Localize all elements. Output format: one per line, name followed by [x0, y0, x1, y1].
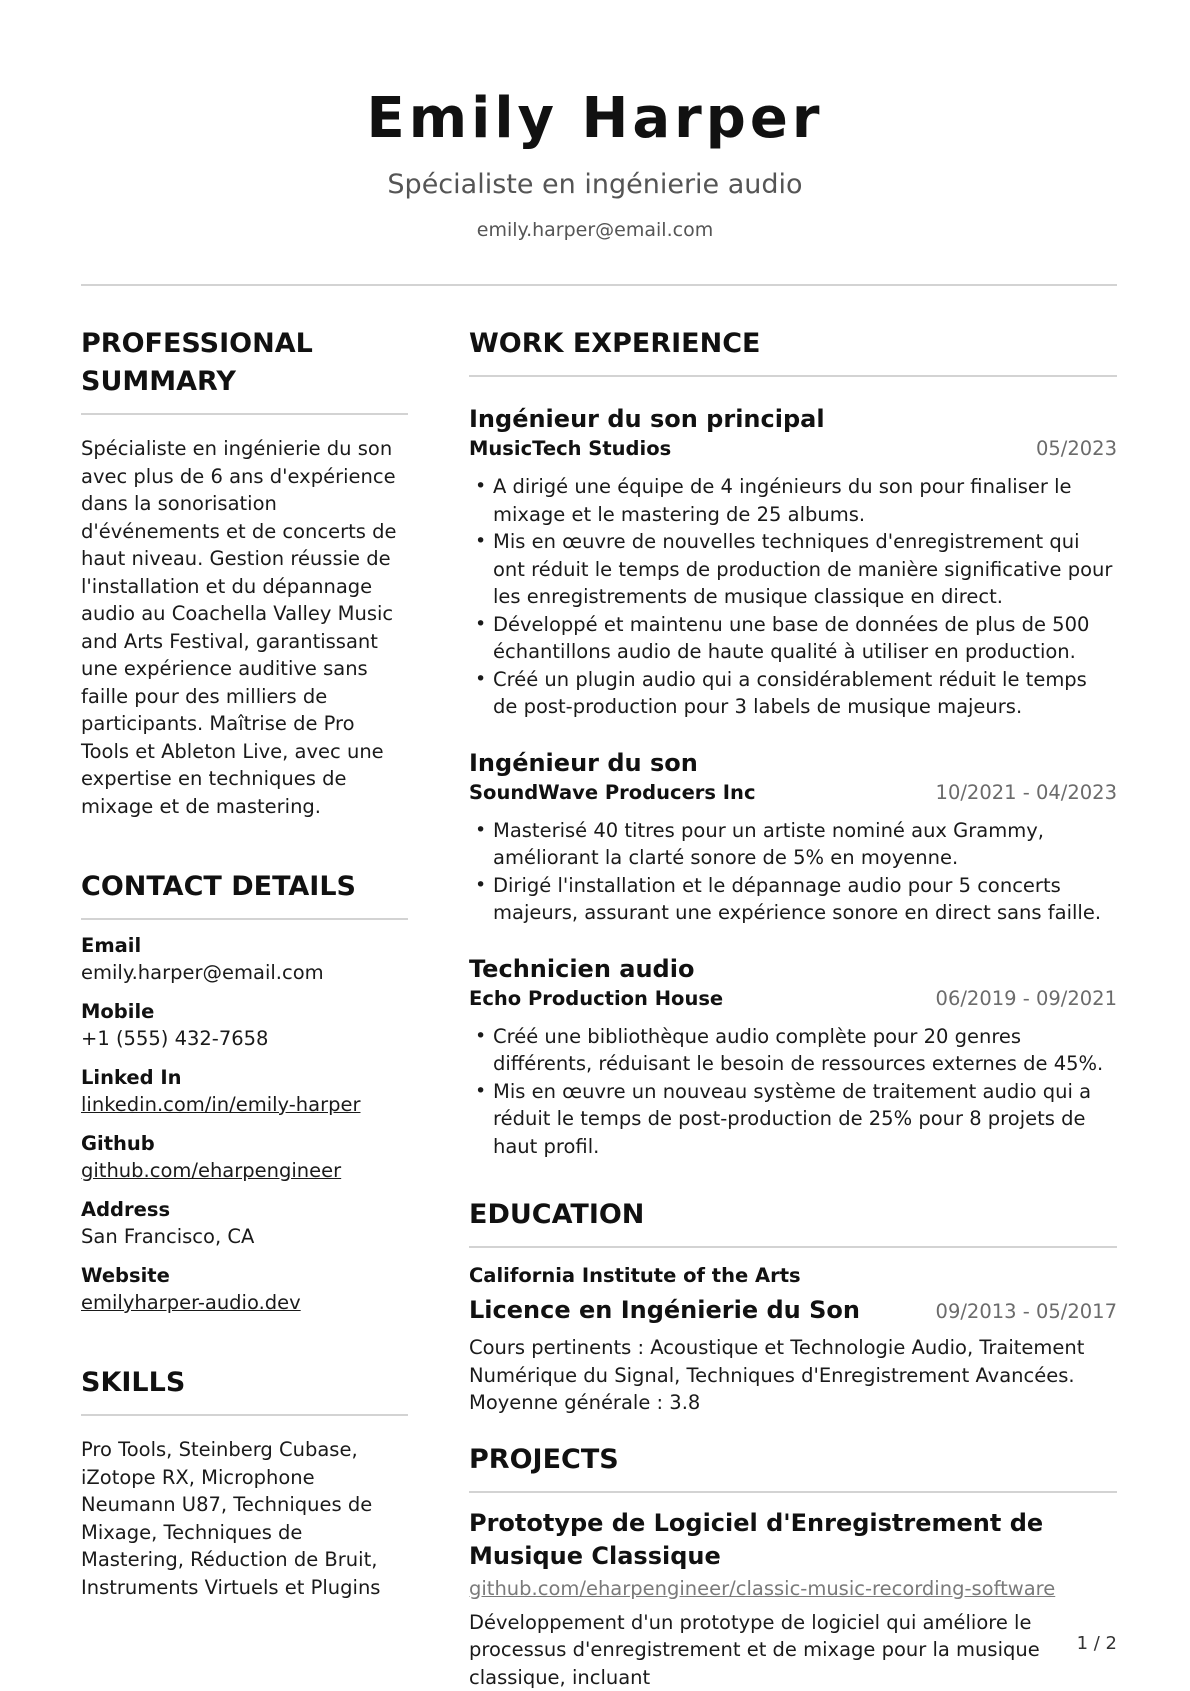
- skills-text: Pro Tools, Steinberg Cubase, iZotope RX, Microphone Neumann U87, Techniques de Mixage, Techniques de Mastering, Réduction de Bruit, Instruments Virtuels et Plugins: [81, 1436, 408, 1601]
- list-item: • Créé un plugin audio qui a considérablement réduit le temps de post-production pour 3 labels de musique majeurs.: [469, 666, 1117, 721]
- list-item: • Mis en œuvre de nouvelles techniques d'enregistrement qui ont réduit le temps de production de manière significative pour les enregistrements de musique classique en direct.: [469, 528, 1117, 611]
- contact-section: [81, 868, 408, 1316]
- job-bullets: [469, 473, 1117, 721]
- contact-item-address: [81, 1196, 408, 1250]
- linkedin-link[interactable]: linkedin.com/in/emily-harper: [81, 1091, 408, 1118]
- summary-text: Spécialiste en ingénierie du son avec plus de 6 ans d'expérience dans la sonorisation d'événements et de concerts de haut niveau. Gestion réussie de l'installation et du dépannage audio au Coachella Valley Music and Arts Festival, garantissant une expérience auditive sans faille pour des milliers de participants. Maîtrise de Pro Tools et Ableton Live, avec une expertise en techniques de mixage et de mastering.: [81, 435, 408, 820]
- job-date: 06/2019 - 09/2021: [936, 985, 1117, 1013]
- job-title: Ingénieur du son principal: [469, 403, 1117, 435]
- job-entry: [469, 953, 1117, 1161]
- contact-item-mobile: [81, 998, 408, 1052]
- summary-title: PROFESSIONAL SUMMARY: [81, 325, 408, 401]
- education-date: 09/2013 - 05/2017: [936, 1298, 1117, 1326]
- education-school: California Institute of the Arts: [469, 1262, 1117, 1290]
- list-item: • Mis en œuvre un nouveau système de traitement audio qui a réduit le temps de post-production de 25% pour 8 projets de haut profil.: [469, 1078, 1117, 1161]
- job-company: MusicTech Studios: [469, 435, 671, 463]
- list-item: • Masterisé 40 titres pour un artiste nominé aux Grammy, améliorant la clarté sonore de 5% en moyenne.: [469, 817, 1117, 872]
- contact-value: San Francisco, CA: [81, 1223, 408, 1250]
- job-entry: [469, 403, 1117, 721]
- contact-divider: [81, 918, 408, 920]
- candidate-name: Emily Harper: [0, 84, 1190, 154]
- right-column: [469, 325, 1117, 1691]
- education-title: EDUCATION: [469, 1196, 1117, 1234]
- job-title: Technicien audio: [469, 953, 1117, 985]
- contact-label: Linked In: [81, 1064, 408, 1091]
- header-email: emily.harper@email.com: [0, 218, 1190, 242]
- list-item: • A dirigé une équipe de 4 ingénieurs du son pour finaliser le mixage et le mastering de 25 albums.: [469, 473, 1117, 528]
- github-link[interactable]: github.com/eharpengineer: [81, 1157, 408, 1184]
- experience-divider: [469, 375, 1117, 377]
- contact-label: Website: [81, 1262, 408, 1289]
- education-divider: [469, 1246, 1117, 1248]
- contact-label: Mobile: [81, 998, 408, 1025]
- contact-value: +1 (555) 432-7658: [81, 1025, 408, 1052]
- education-section: [469, 1196, 1117, 1417]
- list-item: • Dirigé l'installation et le dépannage audio pour 5 concerts majeurs, assurant une expérience sonore en direct sans faille.: [469, 872, 1117, 927]
- header-divider: [81, 284, 1117, 286]
- contact-label: Address: [81, 1196, 408, 1223]
- education-degree: Licence en Ingénierie du Son: [469, 1294, 860, 1326]
- contact-item-website: [81, 1262, 408, 1316]
- contact-item-github: [81, 1130, 408, 1184]
- resume-header: [0, 84, 1190, 242]
- job-entry: [469, 747, 1117, 927]
- job-bullets: [469, 1023, 1117, 1161]
- job-company: Echo Production House: [469, 985, 723, 1013]
- summary-divider: [81, 413, 408, 415]
- website-link[interactable]: emilyharper-audio.dev: [81, 1289, 408, 1316]
- job-title: Ingénieur du son: [469, 747, 1117, 779]
- contact-label: Email: [81, 932, 408, 959]
- left-column: [81, 325, 408, 1601]
- page-number: 1 / 2: [1077, 1633, 1117, 1654]
- projects-section: [469, 1441, 1117, 1691]
- skills-section: [81, 1364, 408, 1601]
- contact-value: emily.harper@email.com: [81, 959, 408, 986]
- job-company: SoundWave Producers Inc: [469, 779, 756, 807]
- project-description: Développement d'un prototype de logiciel qui améliore le processus d'enregistrement et de mixage pour la musique classique, incluant: [469, 1609, 1117, 1691]
- candidate-subtitle: Spécialiste en ingénierie audio: [0, 168, 1190, 202]
- list-item: • Créé une bibliothèque audio complète pour 20 genres différents, réduisant le besoin de ressources externes de 45%.: [469, 1023, 1117, 1078]
- experience-section: [469, 325, 1117, 1160]
- job-bullets: [469, 817, 1117, 927]
- contact-label: Github: [81, 1130, 408, 1157]
- job-date: 10/2021 - 04/2023: [936, 779, 1117, 807]
- summary-section: [81, 325, 408, 820]
- contact-item-email: [81, 932, 408, 986]
- projects-title: PROJECTS: [469, 1441, 1117, 1479]
- skills-divider: [81, 1414, 408, 1416]
- list-item: • Développé et maintenu une base de données de plus de 500 échantillons audio de haute qualité à utiliser en production.: [469, 611, 1117, 666]
- project-link[interactable]: github.com/eharpengineer/classic-music-recording-software: [469, 1575, 1117, 1603]
- contact-item-linkedin: [81, 1064, 408, 1118]
- projects-divider: [469, 1491, 1117, 1493]
- skills-title: SKILLS: [81, 1364, 408, 1402]
- job-date: 05/2023: [1036, 435, 1117, 463]
- project-title: Prototype de Logiciel d'Enregistrement de Musique Classique: [469, 1507, 1117, 1573]
- education-description: Cours pertinents : Acoustique et Technologie Audio, Traitement Numérique du Signal, Techniques d'Enregistrement Avancées. Moyenne générale : 3.8: [469, 1334, 1117, 1417]
- contact-title: CONTACT DETAILS: [81, 868, 408, 906]
- experience-title: WORK EXPERIENCE: [469, 325, 1117, 363]
